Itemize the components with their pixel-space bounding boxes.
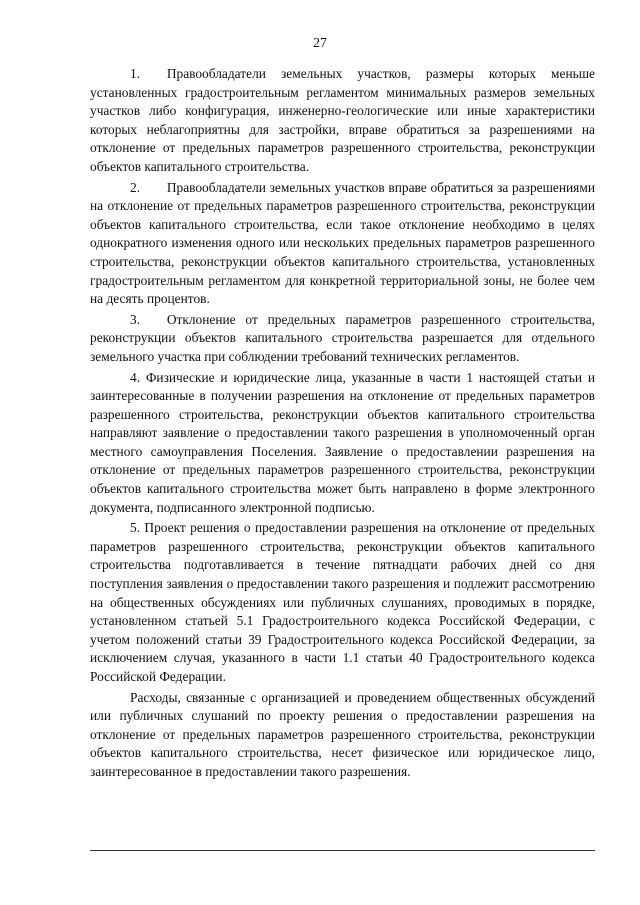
footer-divider (90, 850, 595, 851)
document-body (90, 65, 595, 782)
paragraph-4: 4. Физические и юридические лица, указанные в части 1 настоящей статьи и заинтересованные в получении разрешения на отклонение от предельных параметров разрешенного строительства, реконструкции объектов капитального строительства направляют заявление о предоставлении такого разрешения в уполномоченный орган местного самоуправления Поселения. Заявление о предоставлении разрешения на отклонение от предельных параметров разрешенного строительства, реконструкции объектов капитального строительства может быть направлено в форме электронного документа, подписанного электронной подписью. (90, 369, 595, 515)
paragraph-1: 1. Правообладатели земельных участков, размеры которых меньше установленных градостроительным регламентом минимальных размеров земельных участков либо конфигурация, инженерно-геологические или иные характеристики которых неблагоприятны для застройки, вправе обратиться за разрешениями на отклонение от предельных параметров разрешенного строительства, реконструкции объектов капитального строительства. (90, 66, 595, 174)
paragraph-2: 2. Правообладатели земельных участков вправе обратиться за разрешениями на отклонение от предельных параметров разрешенного строительства, реконструкции объектов капитального строительства, если такое отклонение необходимо в целях однократного изменения одного или нескольких предельных параметров разрешенного строительства, реконструкции объектов капитального строительства, установленных градостроительным регламентом для конкретной территориальной зоны, не более чем на десять процентов. (90, 179, 595, 307)
page-number: 27 (313, 36, 327, 51)
paragraph-5: 5. Проект решения о предоставлении разрешения на отклонение от предельных параметров разрешенного строительства, реконструкции объектов капитального строительства подготавливается в течение пятнадцати рабочих дней со дня поступления заявления о предоставлении такого разрешения и подлежит рассмотрению на общественных обсуждениях или публичных слушаниях, проводимых в порядке, установленном статьей 5.1 Градостроительного кодекса Российской Федерации, с учетом положений статьи 39 Градостроительного кодекса Российской Федерации, за исключением случая, указанного в части 1.1 статьи 40 Градостроительного кодекса Российской Федерации. (90, 520, 595, 684)
paragraph-6: Расходы, связанные с организацией и проведением общественных обсуждений или публичных слушаний по проекту решения о предоставлении разрешения на отклонение от предельных параметров разрешенного строительства, реконструкции объектов капитального строительства, несет физическое или юридическое лицо, заинтересованное в предоставлении такого разрешения. (90, 689, 595, 779)
paragraph-3: 3. Отклонение от предельных параметров разрешенного строительства, реконструкции объектов капитального строительства разрешается для отдельного земельного участка при соблюдении требований технических регламентов. (90, 311, 595, 364)
